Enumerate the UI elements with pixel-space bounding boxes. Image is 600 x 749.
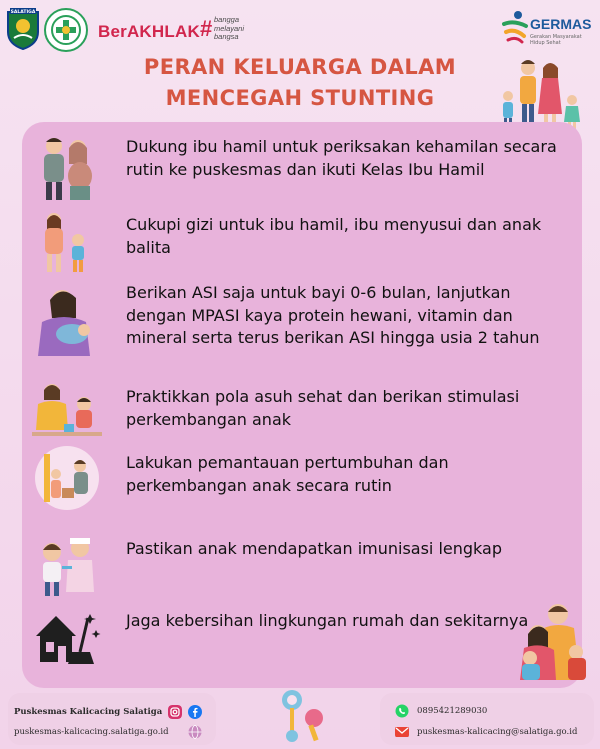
item-text: Cukupi gizi untuk ibu hamil, ibu menyusui dan anak balita — [126, 215, 542, 257]
family-hug-illustration-icon — [510, 600, 594, 680]
footer-phone[interactable]: 0895421289030 — [417, 706, 488, 716]
item-text: Dukung ibu hamil untuk periksakan kehamilan secara rutin ke puskesmas dan ikuti Kelas Ibu Hamil — [126, 137, 557, 179]
height-measure-icon — [32, 444, 102, 512]
facebook-icon[interactable] — [188, 705, 202, 719]
kemenkes-logo-icon — [44, 8, 88, 52]
item-text: Lakukan pemantauan pertumbuhan dan perkembangan anak secara rutin — [126, 453, 449, 495]
page-title — [110, 52, 490, 114]
bangga-line: bangsa — [214, 32, 239, 41]
immunization-icon — [32, 532, 102, 598]
salatiga-city-logo-icon — [6, 6, 40, 50]
baby-rattle-icon — [278, 688, 328, 746]
instagram-icon[interactable] — [168, 705, 182, 719]
germas-figure-icon — [500, 8, 530, 44]
bangga-melayani-bangsa-logo — [200, 16, 260, 46]
kota-logo-text: SALATIGA — [10, 10, 36, 15]
item-text: Jaga kebersihan lingkungan rumah dan sekitarnya — [126, 611, 529, 630]
germas-word: GERMAS — [530, 16, 592, 32]
pregnant-couple-icon — [32, 134, 102, 202]
germas-subtitle: Gerakan Masyarakat Hidup Sehat — [530, 34, 582, 46]
footer-name: Puskesmas Kalicacing Salatiga — [14, 707, 163, 717]
footer-email[interactable]: puskesmas-kalicacing@salatiga.go.id — [417, 727, 578, 737]
bangga-line: melayani — [214, 23, 245, 33]
whatsapp-icon[interactable] — [395, 704, 409, 718]
globe-icon — [188, 725, 202, 739]
bangga-line: bangga — [214, 15, 240, 24]
email-icon[interactable] — [395, 725, 409, 739]
parenting-play-icon — [32, 378, 102, 442]
footer-left-panel — [8, 693, 216, 745]
title-line-1: PERAN KELUARGA DALAM — [143, 55, 457, 79]
clean-house-icon — [32, 608, 102, 668]
footer-right-panel — [380, 693, 594, 745]
title-line-2: MENCEGAH STUNTING — [165, 86, 435, 110]
hash-icon: # — [200, 16, 213, 41]
berakhlak-logo: BerAKHLAK — [98, 22, 200, 41]
content-card — [22, 122, 582, 688]
item-text: Berikan ASI saja untuk bayi 0-6 bulan, lanjutkan dengan MPASI kaya protein hewani, vitamin dan mineral serta terus berikan ASI hingga usia 2 tahun — [126, 283, 540, 347]
item-text: Praktikkan pola asuh sehat dan berikan stimulasi perkembangan anak — [126, 387, 520, 429]
item-text: Pastikan anak mendapatkan imunisasi lengkap — [126, 539, 502, 558]
breastfeeding-icon — [32, 282, 102, 358]
mother-child-icon — [32, 210, 102, 274]
footer-website[interactable]: puskesmas-kalicacing.salatiga.go.id — [14, 727, 169, 737]
germas-logo — [500, 8, 590, 48]
